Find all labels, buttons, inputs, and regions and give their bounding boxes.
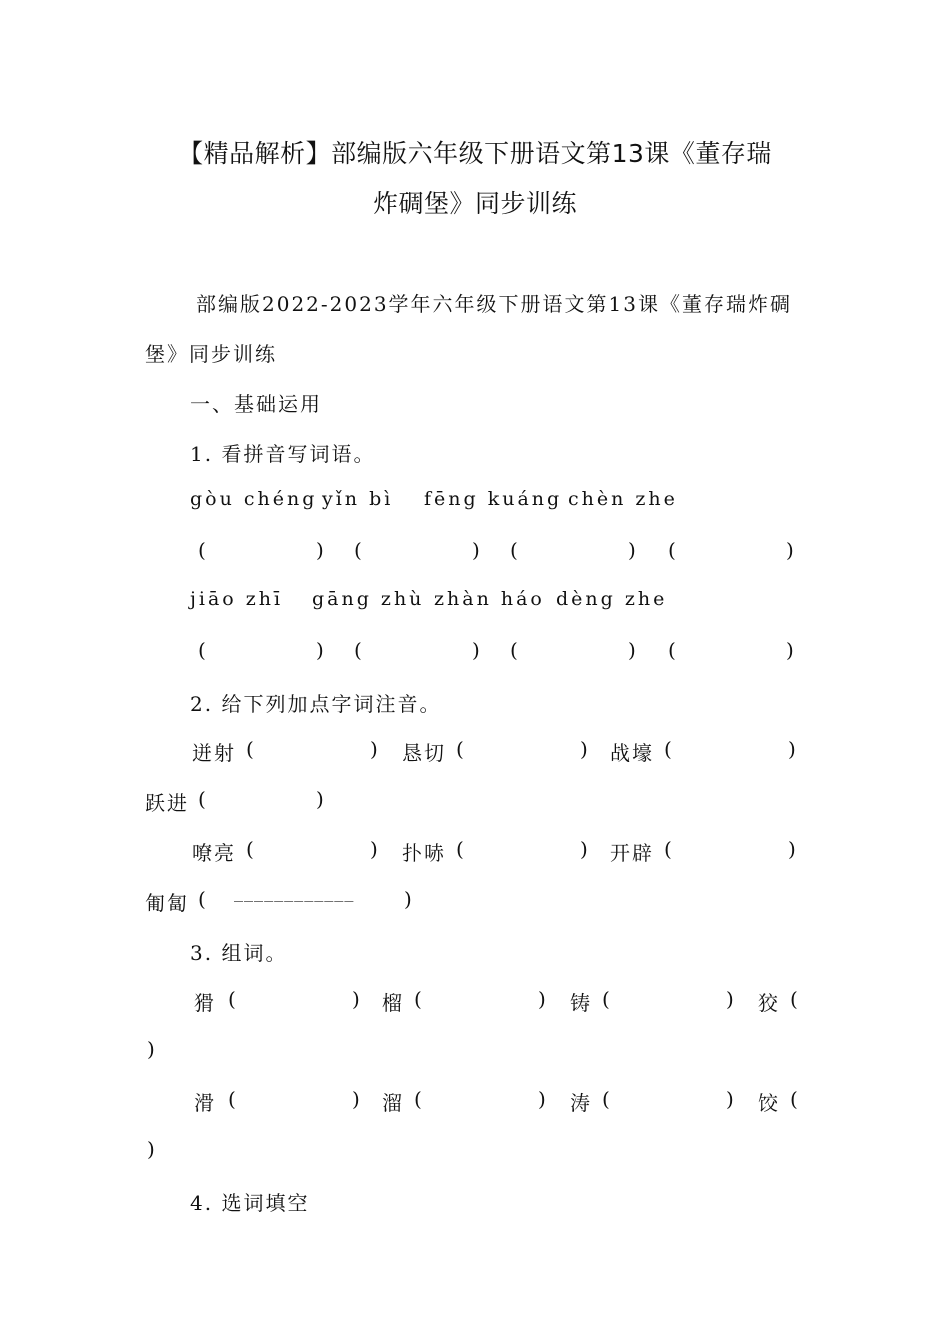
answer-close-paren: ) — [316, 638, 324, 662]
answer-close-paren: ) — [628, 638, 636, 662]
answer-open-paren: ( — [456, 837, 464, 861]
word-item: 迸射 — [192, 741, 236, 765]
answer-open-paren: ( — [510, 538, 518, 562]
document-title-line-1: 【精品解析】部编版六年级下册语文第13课《董存瑞 — [178, 139, 772, 168]
question-4-label: 4. 选词填空 — [190, 1191, 310, 1215]
answer-close-paren: ) — [788, 837, 796, 861]
pinyin-item: gòu chéng — [190, 488, 318, 510]
pinyin-item: gāng zhù — [312, 588, 425, 610]
answer-close-paren: ) — [788, 737, 796, 761]
question-1-label: 1. 看拼音写词语。 — [190, 442, 376, 466]
answer-open-paren: ( — [668, 538, 676, 562]
answer-close-paren: ) — [726, 1087, 734, 1111]
answer-open-paren: ( — [790, 1087, 798, 1111]
word-item: 嘹亮 — [192, 841, 236, 865]
character-item: 铸 — [570, 991, 592, 1015]
question-3-label: 3. 组词。 — [190, 941, 288, 965]
answer-close-paren: ) — [352, 987, 360, 1011]
answer-open-paren: ( — [790, 987, 798, 1011]
character-item: 狡 — [758, 991, 780, 1015]
answer-open-paren: ( — [414, 987, 422, 1011]
character-item: 滑 — [194, 1091, 216, 1115]
word-item: 开辟 — [610, 841, 654, 865]
intro-line-1: 部编版2022-2023学年六年级下册语文第13课《董存瑞炸碉 — [196, 292, 793, 316]
answer-close-paren: ) — [786, 638, 794, 662]
answer-close-paren: ) — [580, 837, 588, 861]
answer-open-paren: ( — [246, 837, 254, 861]
answer-close-paren: ) — [538, 1087, 546, 1111]
word-item: 恳切 — [402, 741, 446, 765]
answer-open-paren: ( — [198, 638, 206, 662]
character-item: 猾 — [194, 991, 216, 1015]
answer-open-paren: ( — [228, 987, 236, 1011]
answer-open-paren: ( — [664, 837, 672, 861]
word-item: 跃进 — [145, 791, 189, 815]
document-title-line-2: 炸碉堡》同步训练 — [372, 189, 577, 218]
answer-blank-line: ____________ — [234, 884, 355, 902]
answer-close-paren: ) — [147, 1137, 155, 1161]
answer-close-paren: ) — [472, 638, 480, 662]
answer-close-paren: ) — [538, 987, 546, 1011]
answer-open-paren: ( — [354, 538, 362, 562]
answer-close-paren: ) — [147, 1037, 155, 1061]
answer-close-paren: ) — [404, 887, 412, 911]
answer-close-paren: ) — [352, 1087, 360, 1111]
answer-close-paren: ) — [726, 987, 734, 1011]
answer-open-paren: ( — [246, 737, 254, 761]
pinyin-item: dèng zhe — [556, 588, 668, 610]
answer-open-paren: ( — [602, 987, 610, 1011]
answer-close-paren: ) — [370, 837, 378, 861]
answer-close-paren: ) — [472, 538, 480, 562]
answer-close-paren: ) — [628, 538, 636, 562]
answer-close-paren: ) — [370, 737, 378, 761]
answer-open-paren: ( — [354, 638, 362, 662]
answer-open-paren: ( — [664, 737, 672, 761]
answer-close-paren: ) — [316, 787, 324, 811]
character-item: 溜 — [382, 1091, 404, 1115]
answer-close-paren: ) — [580, 737, 588, 761]
pinyin-item: zhàn háo — [434, 588, 545, 610]
word-item: 匍匐 — [145, 891, 189, 915]
character-item: 涛 — [570, 1091, 592, 1115]
character-item: 榴 — [382, 991, 404, 1015]
section-title: 一、基础运用 — [190, 392, 322, 416]
pinyin-item: yǐn bì — [322, 488, 394, 510]
word-item: 战壕 — [610, 741, 654, 765]
answer-open-paren: ( — [228, 1087, 236, 1111]
pinyin-item: chèn zhe — [568, 488, 678, 510]
question-2-label: 2. 给下列加点字词注音。 — [190, 692, 442, 716]
answer-open-paren: ( — [198, 887, 206, 911]
answer-close-paren: ) — [316, 538, 324, 562]
intro-line-2: 堡》同步训练 — [145, 342, 277, 366]
answer-open-paren: ( — [456, 737, 464, 761]
answer-open-paren: ( — [198, 538, 206, 562]
answer-open-paren: ( — [198, 787, 206, 811]
answer-close-paren: ) — [786, 538, 794, 562]
answer-open-paren: ( — [510, 638, 518, 662]
word-item: 扑哧 — [402, 841, 446, 865]
answer-open-paren: ( — [668, 638, 676, 662]
answer-open-paren: ( — [602, 1087, 610, 1111]
pinyin-item: fēng kuáng — [424, 488, 563, 510]
answer-open-paren: ( — [414, 1087, 422, 1111]
character-item: 饺 — [758, 1091, 780, 1115]
pinyin-item: jiāo zhī — [190, 588, 284, 610]
